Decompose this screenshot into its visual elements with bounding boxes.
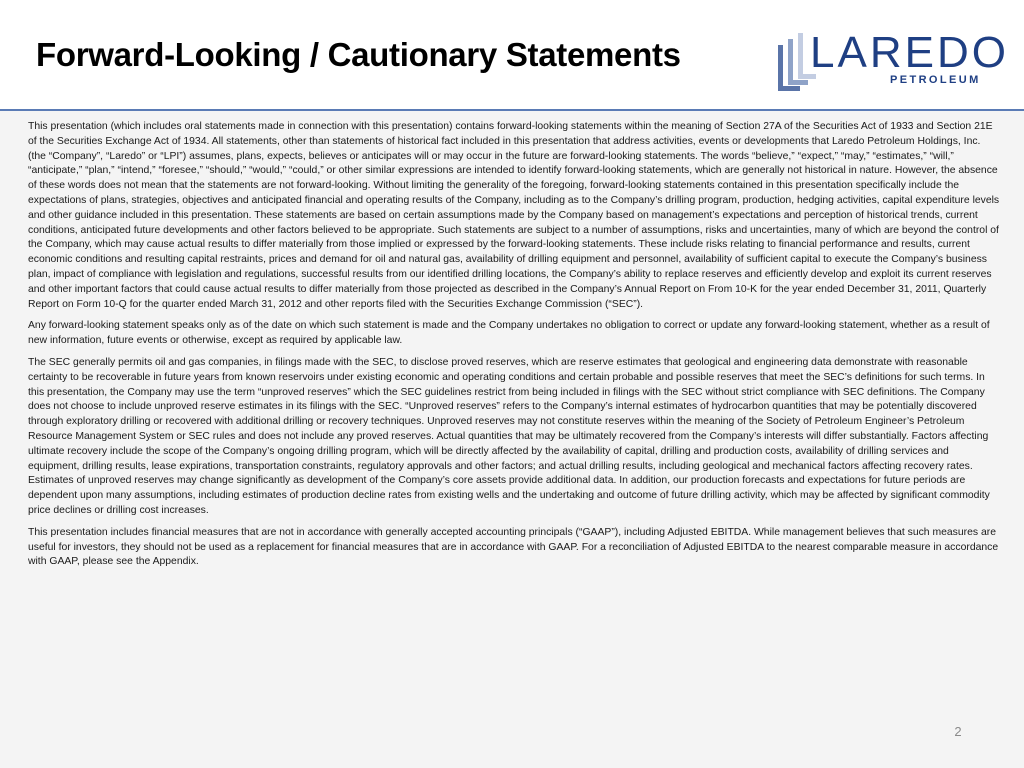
company-logo — [776, 28, 1009, 94]
logo-wordmark: LAREDO — [810, 28, 1009, 77]
paragraph-no-obligation: Any forward-looking statement speaks only as of the date on which such statement is made and the Company undertakes no obligation to correct or update any forward-looking statement, whether as a result of new information, future events or otherwise, except as required by applicable law. — [28, 320, 990, 347]
disclaimer-body — [28, 120, 1000, 577]
paragraph-forward-looking: This presentation (which includes oral statements made in connection with this presentation) contains forward-looking statements within the meaning of Section 27A of the Securities Act of 1933 and Section 21E of the Securities Exchange Act of 1934. All statements, other than statements of historical fact included in this presentation that address activities, events or developments that Laredo Petroleum Holdings, Inc. (the “Company”, “Laredo” or “LPI”) assumes, plans, expects, believes or anticipates will or may occur in the future are forward-looking statements. The words “believe,” “expect,” “may,” “estimates,” “will,” “anticipate,” “plan,” “intend,” “foresee,” “should,” “would,” “could,” or other similar expressions are intended to identify forward-looking statements, which are generally not historical in nature. However, the absence of these words does not mean that the statements are not forward-looking. Without limiting the generality of the foregoing, forward-looking statements contained in this presentation specifically include the expectations of plans, strategies, objectives and anticipated financial and operating results of the Company, including as to the Company’s drilling program, production, hedging activities, capital expenditure levels and other guidance included in this presentation. These statements are based on certain assumptions made by the Company based on management’s expectations and perception of historical trends, current conditions, anticipated future developments and other factors believed to be appropriate. Such statements are subject to a number of assumptions, risks and uncertainties, many of which are beyond the control of the Company, which may cause actual results to differ materially from those implied or expressed by the forward-looking statements. These include risks relating to financial performance and results, current economic conditions and resulting capital restraints, prices and demand for oil and natural gas, availability of drilling equipment and personnel, availability of sufficient capital to execute the Company’s business plan, impact of compliance with legislation and regulations, successful results from our identified drilling locations, the Company’s ability to replace reserves and efficiently develop and exploit its current reserves and other important factors that could cause actual results to differ materially from those projected as described in the Company’s Annual Report on From 10-K for the year ended December 31, 2011, Quarterly Report on Form 10-Q for the quarter ended March 31, 2012 and other reports filed with the Securities Exchange Commission (“SEC”). — [28, 121, 1000, 310]
paragraph-reserves: The SEC generally permits oil and gas companies, in filings made with the SEC, to disclose proved reserves, which are reserve estimates that geological and engineering data demonstrate with reasonable certainty to be recoverable in future years from known reservoirs under existing economic and operating conditions and certain probable and possible reserves that meet the SEC’s definitions for such terms. In this presentation, the Company may use the term “unproved reserves” which the SEC guidelines restrict from being included in filings with the SEC without strict compliance with SEC definitions. The Company does not choose to include unproved reserve estimates in its filings with the SEC. “Unproved reserves” refers to the Company’s internal estimates of hydrocarbon quantities that may be potentially discovered through exploratory drilling or recovered with additional drilling or recovery techniques. Unproved reserves may not constitute reserves within the meaning of the Society of Petroleum Engineer’s Petroleum Resource Management System or SEC rules and does not include any proved reserves. Actual quantities that may be ultimately recovered from the Company’s interests will differ substantially. Factors affecting ultimate recovery include the scope of the Company’s ongoing drilling program, which will be directly affected by the availability of capital, drilling and production costs, availability of drilling services and equipment, drilling results, lease expirations, transportation constraints, regulatory approvals and other factors; and actual drilling results, including geological and mechanical factors affecting recovery rates. Estimates of unproved reserves may change significantly as development of the Company’s core assets provide additional data. In addition, our production forecasts and expectations for future periods are dependent upon many assumptions, including estimates of production decline rates from existing wells and the undertaking and outcome of future drilling activity, which may be affected by significant commodity price declines or drilling cost increases. — [28, 356, 990, 516]
logo-subtext: PETROLEUM — [890, 74, 981, 86]
paragraph-non-gaap: This presentation includes financial measures that are not in accordance with generally accepted accounting principals (“GAAP”), including Adjusted EBITDA. While management believes that such measures are useful for investors, they should not be used as a replacement for financial measures that are in accordance with GAAP. For a reconciliation of Adjusted EBITDA to the nearest comparable measure in accordance with GAAP, please see the Appendix. — [28, 526, 999, 568]
slide-header — [0, 0, 1024, 110]
page-title: Forward-Looking / Cautionary Statements — [36, 36, 681, 73]
header-divider — [0, 109, 1024, 111]
page-number: 2 — [954, 724, 962, 739]
